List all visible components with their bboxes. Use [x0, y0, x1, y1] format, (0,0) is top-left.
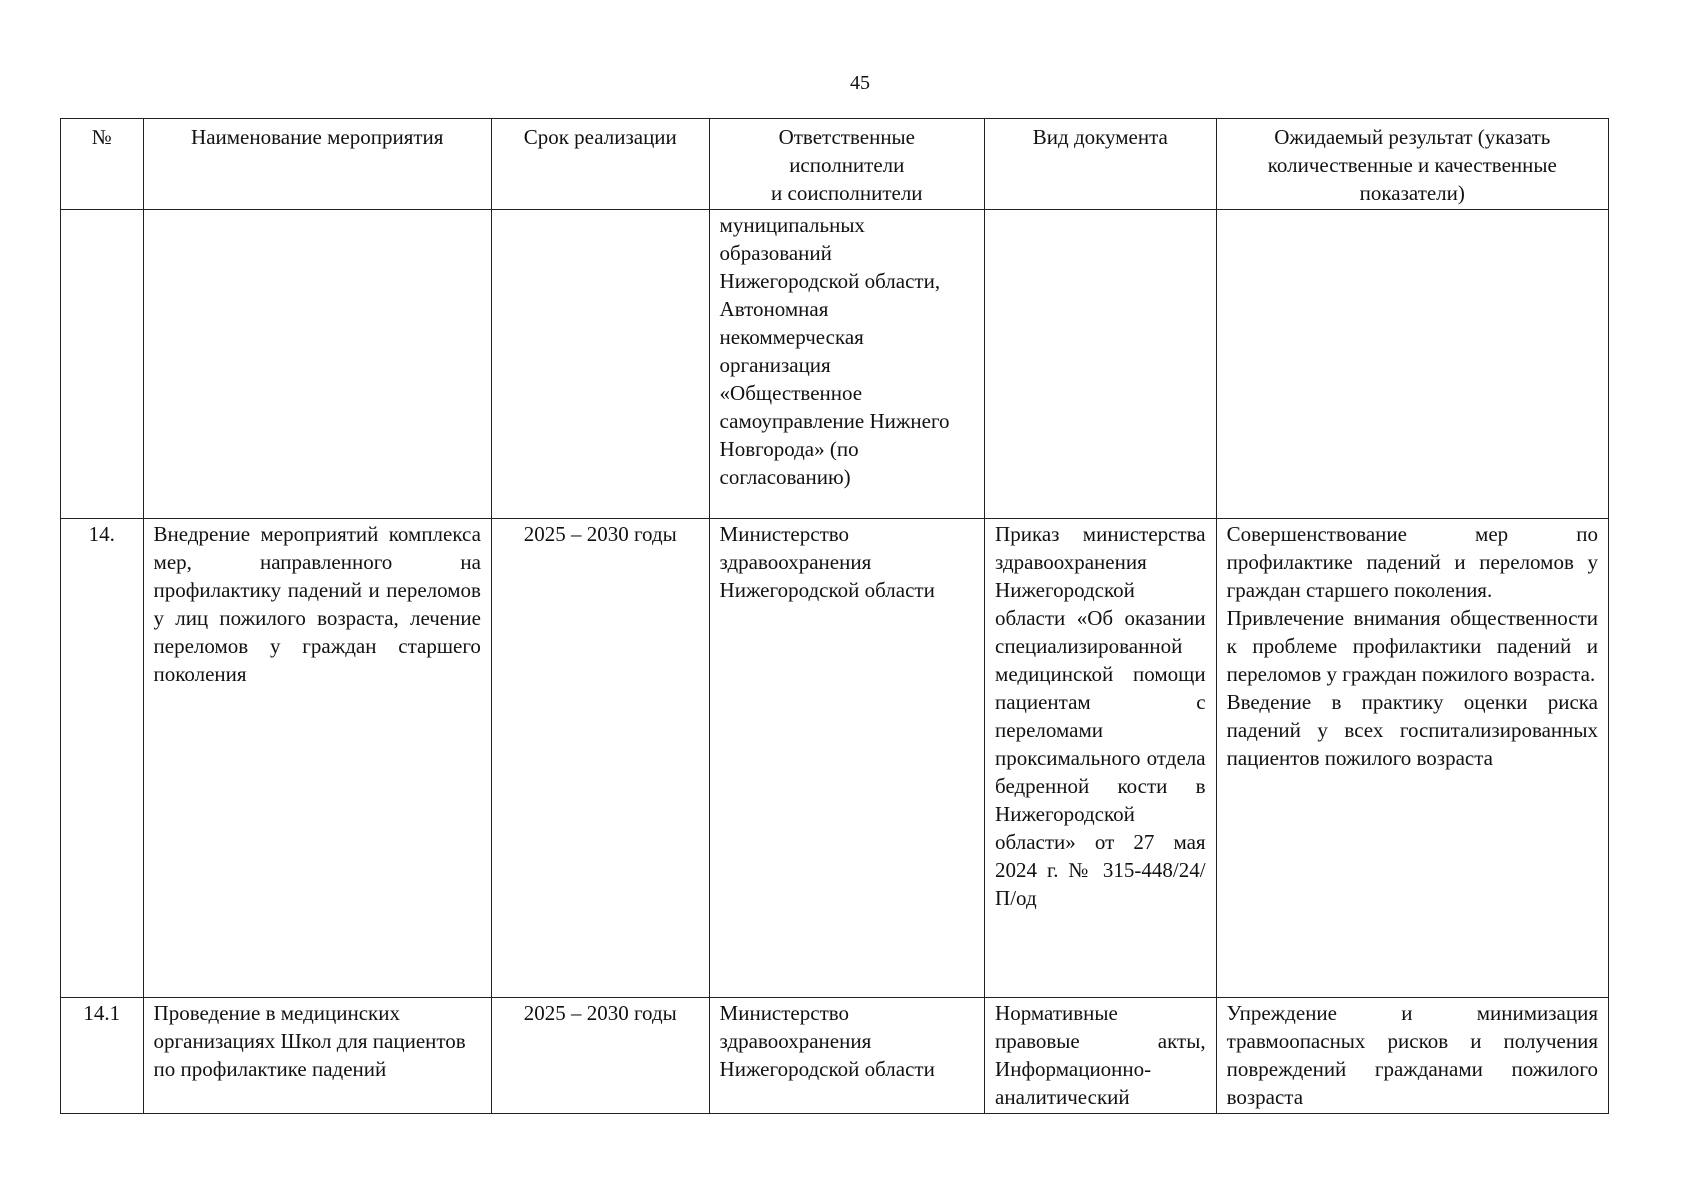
- cell-number: [61, 210, 144, 519]
- header-name: Наименование мероприятия: [143, 119, 491, 210]
- header-responsible: Ответственные исполнители и соисполнители: [709, 119, 985, 210]
- cell-name: Внедрение мероприятий комплекса мер, направленного на профилактику падений и переломов у лиц пожилого возраста, лечение переломов у граждан старшего поколения: [143, 519, 491, 998]
- cell-number: 14.: [61, 519, 144, 998]
- cell-term: 2025 – 2030 годы: [491, 998, 709, 1114]
- cell-result: Совершенствование мер по профилактике падений и переломов у граждан старшего поколения. Привлечение внимания общественности к проблеме профилактики падений и переломов у граждан пожилого возраста. Введение в практику оценки риска падений у всех госпитализированных пациентов пожилого возраста: [1216, 519, 1608, 998]
- cell-document: Нормативные правовые акты, Информационно-аналитический: [985, 998, 1217, 1114]
- cell-name: [143, 210, 491, 519]
- cell-term: [491, 210, 709, 519]
- cell-document: [985, 210, 1217, 519]
- table-row: [61, 210, 1609, 519]
- cell-name: Проведение в медицинских организациях Школ для пациентов по профилактике падений: [143, 998, 491, 1114]
- header-document: Вид документа: [985, 119, 1217, 210]
- table-row: [61, 998, 1609, 1114]
- page-number: 45: [850, 72, 870, 94]
- cell-number: 14.1: [61, 998, 144, 1114]
- cell-responsible: Министерство здравоохранения Нижегородской области: [709, 519, 985, 998]
- table-row: [61, 519, 1609, 998]
- cell-responsible: Министерство здравоохранения Нижегородской области: [709, 998, 985, 1114]
- header-result: Ожидаемый результат (указать количественные и качественные показатели): [1216, 119, 1608, 210]
- header-term: Срок реализации: [491, 119, 709, 210]
- cell-result: [1216, 210, 1608, 519]
- table-header-row: [61, 119, 1609, 210]
- cell-document: Приказ министерства здравоохранения Нижегородской области «Об оказании специализированной медицинской помощи пациентам с переломами проксимального отдела бедренной кости в Нижегородской области» от 27 мая 2024 г. № 315-448/24/П/од: [985, 519, 1217, 998]
- measures-table: [60, 118, 1609, 1114]
- cell-result: Упреждение и минимизация травмоопасных рисков и получения повреждений гражданами пожилого возраста: [1216, 998, 1608, 1114]
- cell-term: 2025 – 2030 годы: [491, 519, 709, 998]
- cell-responsible: муниципальных образований Нижегородской области, Автономная некоммерческая организация «Общественное самоуправление Нижнего Новгорода» (по согласованию): [709, 210, 985, 519]
- header-number: №: [61, 119, 144, 210]
